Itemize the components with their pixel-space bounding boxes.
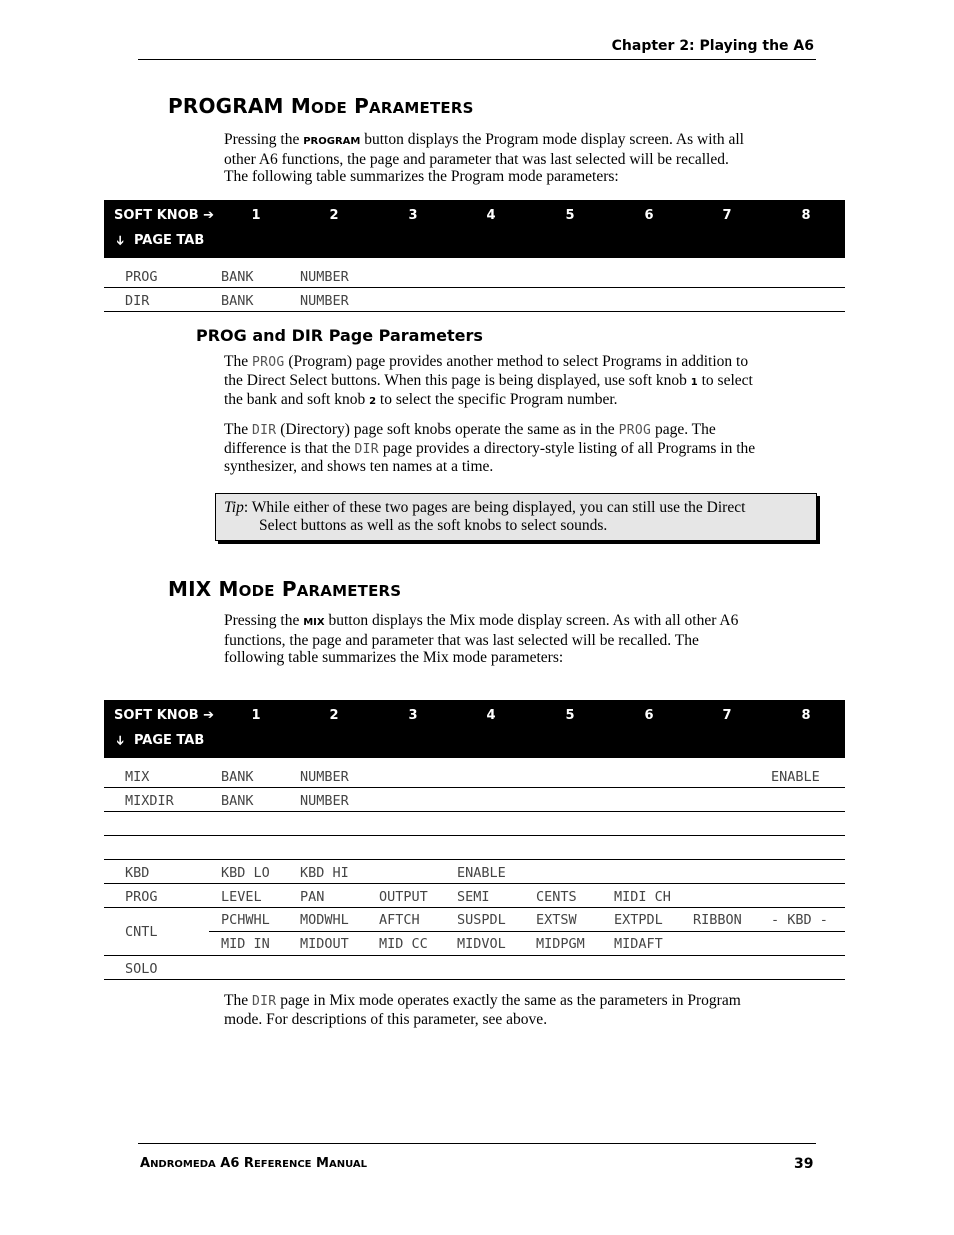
prog-dir-paragraph-1: The PROG (Program) page provides another method to select Programs in addition to the Direct Select buttons. When this page is being displayed, use soft knob 1 to select the bank and soft knob 2 to select the specific Program number.: [224, 353, 753, 408]
param-cell: MID CC: [379, 936, 428, 952]
param-cell: BANK: [221, 769, 254, 785]
param-cell: KBD LO: [221, 865, 270, 881]
param-cell: ENABLE: [771, 769, 820, 785]
soft-knob-header: SOFT KNOB ➔: [114, 208, 215, 223]
program-mode-heading: PROGRAM MODE PARAMETERS: [168, 94, 474, 118]
footer-rule: [138, 1143, 816, 1144]
knob-number: 1: [251, 208, 261, 223]
table-row: [104, 288, 845, 312]
knob-number: 1: [251, 708, 261, 723]
page-tab-cell: SOLO: [125, 961, 158, 977]
knob-number: 5: [565, 208, 575, 223]
param-cell: BANK: [221, 269, 254, 285]
knob-number: 2: [329, 708, 339, 723]
mix-parameters-table: [104, 700, 845, 980]
page-tab-cell: CNTL: [125, 924, 158, 940]
param-cell: NUMBER: [300, 269, 349, 285]
chapter-header: Chapter 2: Playing the A6: [611, 38, 814, 54]
param-cell: RIBBON: [693, 912, 742, 928]
page-tab-cell: PROG: [125, 269, 158, 285]
table-row: [104, 860, 845, 884]
param-cell: MID IN: [221, 936, 270, 952]
tip-label: Tip: [224, 499, 244, 516]
inner-rule: [209, 931, 845, 932]
table-row-empty: [104, 836, 845, 860]
param-cell: SEMI: [457, 889, 490, 905]
table-header: [104, 700, 845, 758]
param-cell: CENTS: [536, 889, 577, 905]
table-row: [104, 884, 845, 908]
param-cell: NUMBER: [300, 793, 349, 809]
knob-number: 2: [329, 208, 339, 223]
table-row: [104, 264, 845, 288]
table-row: [104, 764, 845, 788]
param-cell: PCHWHL: [221, 912, 270, 928]
param-cell: LEVEL: [221, 889, 262, 905]
tip-box: Tip: While either of these two pages are being displayed, you can still use the Direct Select buttons as well as the soft knobs to select sounds.: [215, 493, 817, 541]
knob-number: 6: [644, 708, 654, 723]
program-parameters-table: [104, 200, 845, 312]
soft-knob-header: SOFT KNOB ➔: [114, 708, 215, 723]
param-cell: ENABLE: [457, 865, 506, 881]
param-cell: EXTPDL: [614, 912, 663, 928]
knob-number: 4: [486, 208, 496, 223]
program-button-name: PROGRAM: [303, 136, 361, 147]
param-cell: OUTPUT: [379, 889, 428, 905]
knob-number: 3: [408, 708, 418, 723]
param-cell: MIDOUT: [300, 936, 349, 952]
knob-number: 7: [722, 208, 732, 223]
knob-number: 3: [408, 208, 418, 223]
param-cell: AFTCH: [379, 912, 420, 928]
param-cell: NUMBER: [300, 769, 349, 785]
prog-dir-heading: PROG and DIR Page Parameters: [196, 326, 483, 345]
knob-number: 6: [644, 208, 654, 223]
page-tab-header: ➔ PAGE TAB: [111, 733, 205, 748]
closing-paragraph: The DIR page in Mix mode operates exactly the same as the parameters in Program mode. For descriptions of this parameter, see above.: [224, 992, 741, 1028]
table-row-empty: [104, 812, 845, 836]
page-tab-header: ➔ PAGE TAB: [111, 233, 205, 248]
param-cell: MIDPGM: [536, 936, 585, 952]
param-cell: BANK: [221, 293, 254, 309]
header-rule: [138, 59, 816, 60]
knob-number: 7: [722, 708, 732, 723]
param-cell: MIDVOL: [457, 936, 506, 952]
param-cell: MIDAFT: [614, 936, 663, 952]
param-cell: PAN: [300, 889, 325, 905]
mix-mode-heading: MIX MODE PARAMETERS: [168, 577, 402, 601]
page-tab-cell: DIR: [125, 293, 150, 309]
table-row: [104, 788, 845, 812]
knob-number: 5: [565, 708, 575, 723]
table-header: [104, 200, 845, 258]
knob-number: 8: [801, 708, 811, 723]
knob-number: 8: [801, 208, 811, 223]
page-number: 39: [794, 1156, 814, 1172]
program-intro-paragraph: Pressing the PROGRAM button displays the Program mode display screen. As with all other A6 functions, the page and parameter that was last selected will be recalled. The following table summarizes the Program mode parameters:: [224, 131, 744, 185]
mix-intro-paragraph: Pressing the MIX button displays the Mix mode display screen. As with all other A6 functions, the page and parameter that was last selected will be recalled. The following table summarizes the Mix mode parameters:: [224, 612, 739, 666]
param-cell: MODWHL: [300, 912, 349, 928]
param-cell: SUSPDL: [457, 912, 506, 928]
footer-manual-title: ANDROMEDA A6 REFERENCE MANUAL: [140, 1156, 368, 1171]
page-tab-cell: MIX: [125, 769, 150, 785]
param-cell: BANK: [221, 793, 254, 809]
param-cell: EXTSW: [536, 912, 577, 928]
param-cell: KBD HI: [300, 865, 349, 881]
prog-dir-paragraph-2: The DIR (Directory) page soft knobs operate the same as in the PROG page. The difference is that the DIR page provides a directory-style listing of all Programs in the synthesizer, and shows ten names at a time.: [224, 421, 756, 475]
page-tab-cell: PROG: [125, 889, 158, 905]
param-cell: NUMBER: [300, 293, 349, 309]
page-tab-cell: KBD: [125, 865, 150, 881]
table-row: [104, 956, 845, 980]
mix-button-name: MIX: [303, 617, 325, 628]
knob-number: 4: [486, 708, 496, 723]
param-cell: MIDI CH: [614, 889, 671, 905]
table-row-cntl: [104, 908, 845, 956]
page-tab-cell: MIXDIR: [125, 793, 174, 809]
param-cell: - KBD -: [771, 912, 828, 928]
